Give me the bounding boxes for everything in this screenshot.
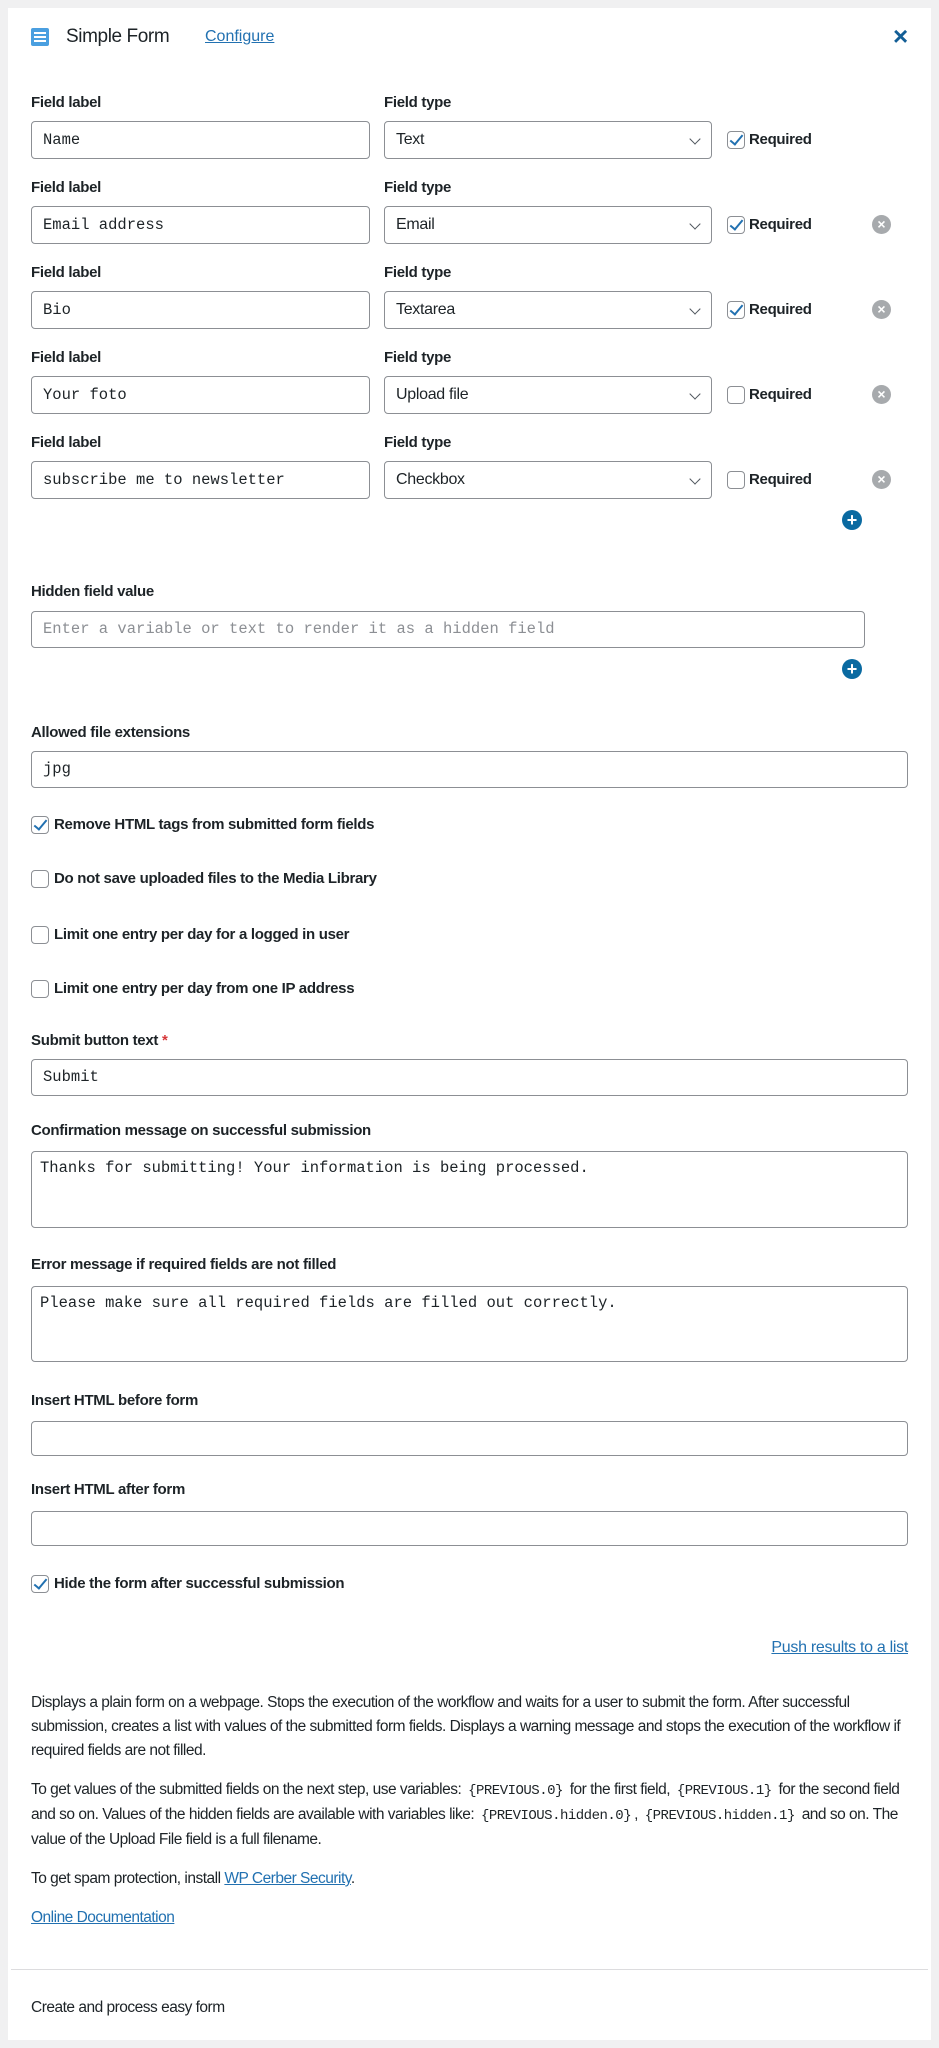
submit-text-heading xyxy=(31,1031,168,1051)
no-media-library-label: Do not save uploaded files to the Media Library xyxy=(54,870,377,887)
text: , xyxy=(634,1806,638,1823)
html-before-input[interactable] xyxy=(31,1421,908,1456)
text: To get spam protection, install xyxy=(31,1870,221,1887)
hidden-field-input[interactable]: Enter a variable or text to render it as a hidden field xyxy=(31,611,865,648)
chevron-down-icon xyxy=(689,303,700,314)
variable-code: {PREVIOUS.1} xyxy=(676,1783,772,1799)
field-type-select[interactable] xyxy=(384,291,712,329)
field-type-value: Upload file xyxy=(396,386,469,403)
text: . xyxy=(350,1870,355,1887)
variables-paragraph xyxy=(31,1778,908,1852)
close-icon[interactable]: × xyxy=(893,21,909,51)
confirmation-heading: Confirmation message on successful submission xyxy=(31,1122,371,1139)
required-checkbox[interactable] xyxy=(727,301,745,319)
field-label-heading: Field label xyxy=(31,94,102,111)
field-type-heading: Field type xyxy=(384,434,452,451)
field-type-value: Email xyxy=(396,216,435,233)
remove-html-label: Remove HTML tags from submitted form fields xyxy=(54,816,375,833)
variable-code: {PREVIOUS.hidden.1} xyxy=(644,1808,795,1824)
field-type-select[interactable] xyxy=(384,461,712,499)
field-type-select[interactable] xyxy=(384,376,712,414)
field-type-heading: Field type xyxy=(384,179,452,196)
limit-ip-checkbox[interactable] xyxy=(31,980,49,998)
field-type-value: Checkbox xyxy=(396,471,465,488)
error-message-textarea[interactable]: Please make sure all required fields are filled out correctly. xyxy=(31,1286,908,1362)
remove-field-icon[interactable]: × xyxy=(872,300,891,319)
variable-code: {PREVIOUS.hidden.0} xyxy=(480,1808,632,1824)
field-type-select[interactable] xyxy=(384,206,712,244)
submit-text-input[interactable]: Submit xyxy=(31,1059,908,1096)
description-paragraph: Displays a plain form on a webpage. Stops the execution of the workflow and waits for a user to submit the form. After successful submission, creates a list with values of the submitted form fields. Displays a warning message and stops the execution of the workflow if required fields are not filled. xyxy=(31,1694,901,1759)
field-type-select[interactable] xyxy=(384,121,712,159)
hide-form-checkbox[interactable] xyxy=(31,1575,49,1593)
field-label-heading: Field label xyxy=(31,264,102,281)
add-hidden-field-icon[interactable]: + xyxy=(842,659,862,679)
limit-ip-label: Limit one entry per day from one IP address xyxy=(54,980,355,997)
chevron-down-icon xyxy=(689,473,700,484)
field-label-heading: Field label xyxy=(31,434,102,451)
field-label-input[interactable]: Email address xyxy=(31,206,370,244)
required-checkbox[interactable] xyxy=(727,131,745,149)
add-field-icon[interactable]: + xyxy=(842,510,862,530)
allowed-extensions-heading: Allowed file extensions xyxy=(31,724,190,741)
limit-user-checkbox[interactable] xyxy=(31,926,49,944)
chevron-down-icon xyxy=(689,133,700,144)
remove-field-icon[interactable]: × xyxy=(872,470,891,489)
field-label-heading: Field label xyxy=(31,179,102,196)
field-label-input[interactable]: subscribe me to newsletter xyxy=(31,461,370,499)
required-label: Required xyxy=(749,216,812,233)
hide-form-label: Hide the form after successful submission xyxy=(54,1575,345,1592)
form-icon xyxy=(31,28,49,46)
chevron-down-icon xyxy=(689,218,700,229)
variable-code: {PREVIOUS.0} xyxy=(468,1783,563,1799)
required-label: Required xyxy=(749,386,812,403)
text: for the first field, xyxy=(569,1781,670,1798)
field-type-value: Text xyxy=(396,131,425,148)
required-label: Required xyxy=(749,471,812,488)
required-label: Required xyxy=(749,301,812,318)
field-type-heading: Field type xyxy=(384,264,452,281)
field-type-heading: Field type xyxy=(384,94,452,111)
online-documentation-link[interactable]: Online Documentation xyxy=(31,1909,175,1926)
text: and so on. The value of the Upload File field is a full filename. xyxy=(31,1806,898,1848)
text: for the second field and so on. Values of the hidden fields are available with variables like: xyxy=(31,1781,900,1823)
field-type-value: Textarea xyxy=(396,301,455,318)
footer-description: Create and process easy form xyxy=(31,1999,225,2016)
remove-field-icon[interactable]: × xyxy=(872,385,891,404)
spam-protection-paragraph xyxy=(31,1867,908,1891)
hidden-field-heading: Hidden field value xyxy=(31,583,154,600)
remove-html-checkbox[interactable] xyxy=(31,816,49,834)
required-checkbox[interactable] xyxy=(727,471,745,489)
chevron-down-icon xyxy=(689,388,700,399)
wp-cerber-link[interactable]: WP Cerber Security xyxy=(224,1870,351,1887)
limit-user-label: Limit one entry per day for a logged in user xyxy=(54,926,350,943)
divider xyxy=(11,1969,928,1970)
required-checkbox[interactable] xyxy=(727,216,745,234)
allowed-extensions-input[interactable]: jpg xyxy=(31,751,908,788)
html-after-input[interactable] xyxy=(31,1511,908,1546)
remove-field-icon[interactable]: × xyxy=(872,215,891,234)
text: To get values of the submitted fields on the next step, use variables: xyxy=(31,1781,462,1798)
error-message-heading: Error message if required fields are not filled xyxy=(31,1256,337,1273)
configure-link[interactable]: Configure xyxy=(205,28,275,45)
no-media-library-checkbox[interactable] xyxy=(31,870,49,888)
required-label: Required xyxy=(749,131,812,148)
field-label-input[interactable]: Name xyxy=(31,121,370,159)
field-label-input[interactable]: Your foto xyxy=(31,376,370,414)
confirmation-textarea[interactable]: Thanks for submitting! Your information is being processed. xyxy=(31,1151,908,1228)
field-label-input[interactable]: Bio xyxy=(31,291,370,329)
field-label-heading: Field label xyxy=(31,349,102,366)
required-checkbox[interactable] xyxy=(727,386,745,404)
push-results-link[interactable]: Push results to a list xyxy=(771,1639,908,1656)
required-asterisk: * xyxy=(161,1032,168,1049)
submit-text-label: Submit button text xyxy=(31,1032,159,1049)
panel-title: Simple Form xyxy=(66,26,170,47)
html-after-heading: Insert HTML after form xyxy=(31,1481,185,1498)
html-before-heading: Insert HTML before form xyxy=(31,1392,199,1409)
help-section xyxy=(8,1691,931,2020)
field-type-heading: Field type xyxy=(384,349,452,366)
